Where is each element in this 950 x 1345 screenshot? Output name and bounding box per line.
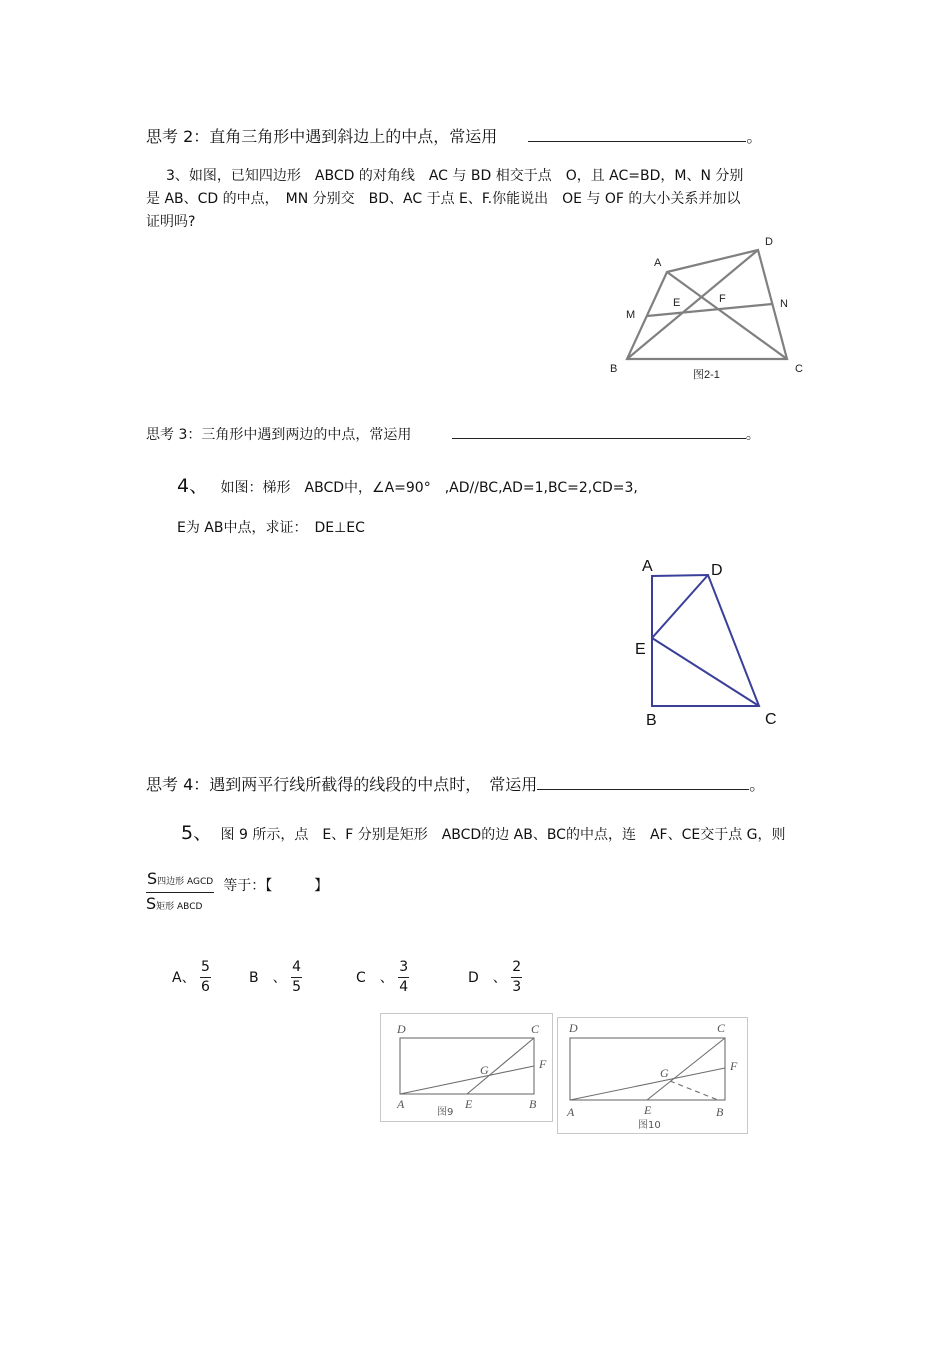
- fig10-figure: [558, 1018, 747, 1133]
- q5-number: 5、: [181, 822, 213, 844]
- label-g: G: [480, 1063, 489, 1077]
- trapezoid-abcd: [652, 575, 759, 706]
- figure-caption: 图2-1: [693, 369, 720, 381]
- area-ratio-fraction: [146, 870, 214, 916]
- label-b: B: [529, 1097, 537, 1111]
- ratio-num-sub: 四边形 AGCD: [157, 877, 214, 887]
- label-c: C: [531, 1022, 540, 1036]
- label-g: G: [660, 1066, 669, 1080]
- rect-abcd: [400, 1038, 534, 1094]
- q4-line2: E为 AB中点，求证： DE⊥EC: [177, 520, 365, 536]
- think2-answer-blank[interactable]: [528, 127, 746, 142]
- label-a: A: [567, 1105, 575, 1119]
- q3-line1: 3、如图，已知四边形 ABCD 的对角线 AC 与 BD 相交于点 O，且 AC=BD，M、N 分别: [166, 168, 744, 184]
- q4-line1-wrap: [177, 471, 638, 498]
- q4-figure-trapezoid: [630, 552, 800, 732]
- label-n: N: [780, 298, 788, 310]
- option-b-letter: B 、: [249, 970, 287, 986]
- q5-line1: 图 9 所示，点 E、F 分别是矩形 ABCD的边 AB、BC的中点，连 AF、CE交于点 G，则: [220, 827, 786, 843]
- fig9-frame: [380, 1013, 553, 1122]
- label-f: F: [539, 1057, 547, 1071]
- option-a-letter: A、: [172, 970, 196, 986]
- label-b: B: [646, 712, 657, 729]
- label-c: C: [765, 711, 777, 728]
- option-c-letter: C 、: [356, 970, 394, 986]
- segment-ce: [647, 1038, 725, 1100]
- q4-line1: 如图：梯形 ABCD中，∠A=90° ,AD//BC,AD=1,BC=2,CD=3,: [220, 480, 638, 496]
- q5-ratio: [146, 870, 328, 916]
- option-c[interactable]: [356, 958, 409, 996]
- think4-text: 思考 4：遇到两平行线所截得的线段的中点时， 常运用: [146, 775, 538, 794]
- label-c: C: [717, 1021, 726, 1035]
- label-f: F: [719, 293, 726, 305]
- option-a[interactable]: [172, 958, 211, 996]
- q3-figure-quadrilateral: [600, 225, 820, 390]
- label-d: D: [569, 1021, 578, 1035]
- label-c: C: [795, 363, 803, 375]
- label-f: F: [730, 1059, 738, 1073]
- segment-ec: [652, 638, 759, 706]
- q3-line2: 是 AB、CD 的中点， MN 分别交 BD、AC 于点 E、F.你能说出 OE 与 OF 的大小关系并加以: [146, 191, 741, 207]
- diagonal-ac: [667, 272, 787, 359]
- label-e: E: [635, 641, 646, 658]
- dashed-gb: [670, 1081, 718, 1100]
- think3-text: 思考 3：三角形中遇到两边的中点，常运用: [146, 427, 412, 443]
- label-a: A: [642, 558, 653, 575]
- q4-number: 4、: [177, 475, 209, 497]
- think2-text: 思考 2：直角三角形中遇到斜边上的中点，常运用: [146, 127, 498, 146]
- label-b: B: [716, 1105, 724, 1119]
- fig9-caption: 图9: [437, 1107, 454, 1118]
- think4-line: [146, 772, 765, 795]
- think3-line: [146, 424, 760, 444]
- think2-end: 。: [746, 127, 763, 146]
- think3-answer-blank[interactable]: [452, 424, 746, 439]
- option-d-letter: D 、: [468, 970, 507, 986]
- segment-af: [570, 1068, 725, 1100]
- q5-line1-wrap: [181, 818, 786, 845]
- option-d[interactable]: [468, 958, 522, 996]
- label-e: E: [644, 1103, 652, 1117]
- segment-de: [652, 575, 708, 638]
- label-a: A: [397, 1097, 405, 1111]
- segment-mn: [647, 304, 772, 316]
- option-b-fraction: $\frac{4}{5}$: [292, 959, 301, 995]
- ratio-den-s: S: [146, 894, 157, 913]
- think2-line: [146, 124, 762, 147]
- q3-line3: 证明吗?: [146, 214, 196, 230]
- rect-abcd: [570, 1038, 725, 1100]
- q5-equals-bracket: 等于：【 】: [223, 878, 329, 894]
- label-d: D: [711, 562, 723, 579]
- label-m: M: [626, 309, 636, 321]
- segment-af: [400, 1066, 534, 1094]
- segment-ce: [467, 1038, 534, 1094]
- label-a: A: [654, 257, 662, 269]
- option-a-fraction: $\frac{5}{6}$: [201, 959, 210, 995]
- ratio-num-s: S: [147, 869, 158, 888]
- label-b: B: [610, 363, 618, 375]
- label-d: D: [397, 1022, 406, 1036]
- option-c-fraction: $\frac{3}{4}$: [399, 959, 409, 995]
- label-d: D: [765, 236, 773, 248]
- ratio-den-sub: 矩形 ABCD: [156, 902, 203, 912]
- think4-answer-blank[interactable]: [537, 775, 749, 790]
- fig10-frame: [557, 1017, 748, 1134]
- label-e: E: [673, 297, 681, 309]
- option-b[interactable]: [249, 958, 302, 996]
- option-d-fraction: $\frac{2}{3}$: [512, 959, 522, 995]
- think3-end: 。: [745, 427, 760, 443]
- label-e: E: [465, 1097, 473, 1111]
- fig9-figure: [381, 1014, 552, 1121]
- fig10-caption: 图10: [638, 1120, 661, 1131]
- think4-end: 。: [749, 775, 766, 794]
